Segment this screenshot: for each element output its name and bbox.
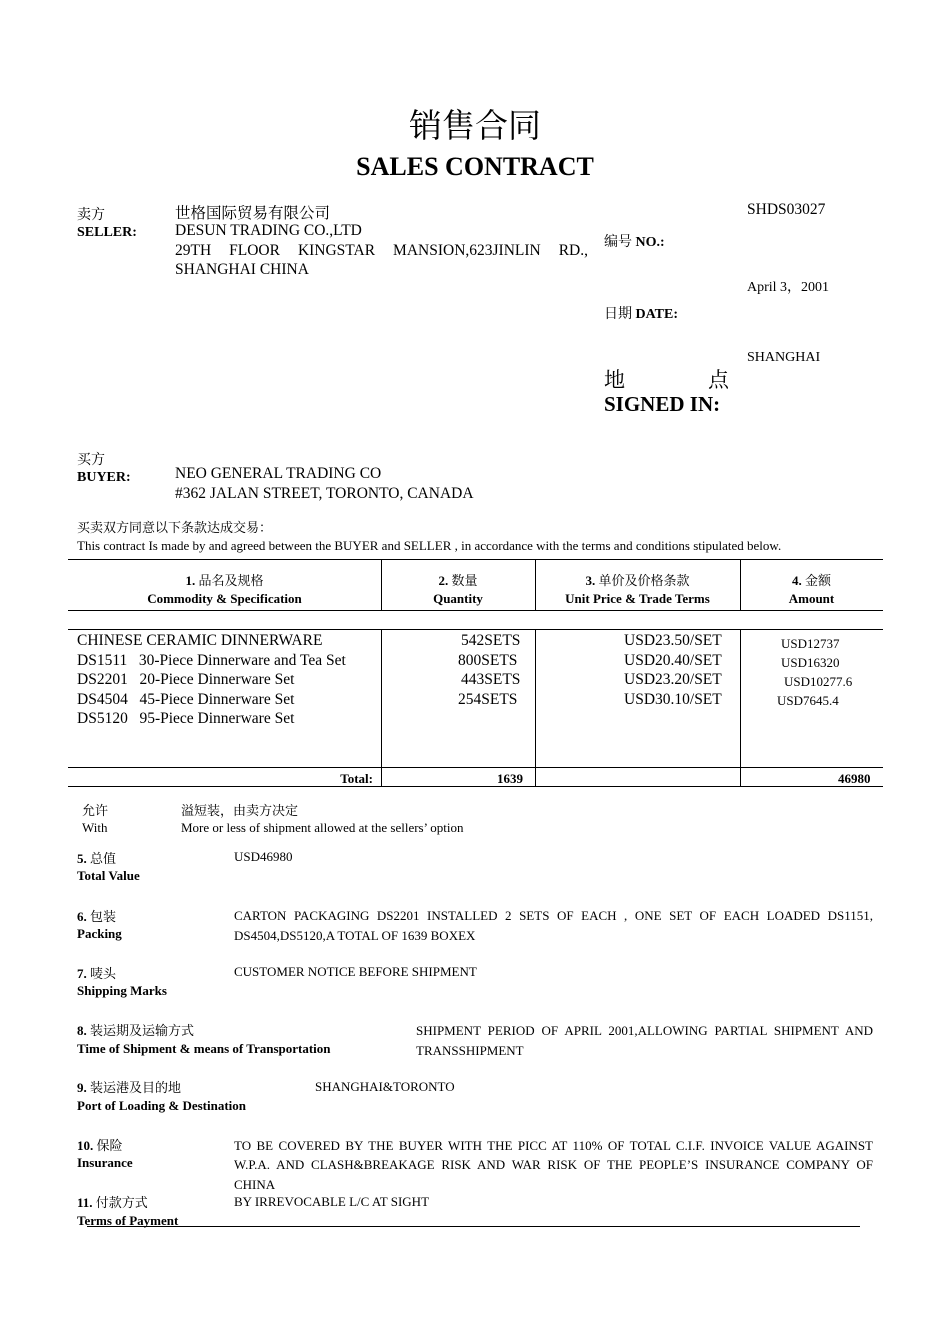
contract-number: SHDS03027 bbox=[747, 201, 826, 218]
table-row bbox=[77, 651, 346, 671]
closing-rule bbox=[87, 1226, 860, 1227]
commodity-code: DS1511 bbox=[77, 651, 128, 669]
signed-label-cn-2: 点 bbox=[708, 368, 729, 392]
commodity-desc: 45-Piece Dinnerware Set bbox=[139, 690, 295, 708]
clause-10-number: 10. bbox=[77, 1138, 94, 1153]
clause-7-number: 7. bbox=[77, 966, 87, 981]
header-quantity-en: Quantity bbox=[433, 591, 483, 606]
quantity-value: 542SETS bbox=[461, 632, 521, 649]
header-price bbox=[535, 570, 740, 589]
quantity-value: 800SETS bbox=[458, 651, 518, 669]
clause-7-value: CUSTOMER NOTICE BEFORE SHIPMENT bbox=[234, 964, 477, 979]
agreement-en: This contract Is made by and agreed between the BUYER and SELLER , in accordance with the terms and conditions stipulated below. bbox=[77, 538, 782, 553]
header-price-cn: 单价及价格条款 bbox=[598, 574, 690, 589]
contract-number-label-cn: 编号 bbox=[604, 234, 632, 250]
signed-label-en: SIGNED IN: bbox=[604, 392, 721, 416]
table-top-border bbox=[68, 559, 883, 560]
clause-6-title-en: Packing bbox=[77, 926, 122, 941]
clause-10-heading bbox=[77, 1135, 123, 1154]
seller-address-line1: 29TH FLOOR KINGSTAR MANSION,623JINLIN RD., bbox=[175, 242, 588, 259]
header-price-en: Unit Price & Trade Terms bbox=[565, 591, 710, 606]
clause-6-value: CARTON PACKAGING DS2201 INSTALLED 2 SETS OF EACH , ONE SET OF EACH LOADED DS1151, DS4504,DS5120,A TOTAL OF 1639 BOXEX bbox=[234, 908, 873, 943]
clause-11-heading bbox=[77, 1192, 148, 1211]
buyer-name: NEO GENERAL TRADING CO bbox=[175, 465, 382, 482]
allowance-text-cn: 溢短装，由卖方决定 bbox=[181, 804, 299, 819]
clause-8-number: 8. bbox=[77, 1023, 87, 1038]
seller-name-cn: 世格国际贸易有限公司 bbox=[175, 204, 331, 222]
total-label: Total: bbox=[340, 771, 373, 786]
clause-7-title-cn: 唛头 bbox=[90, 967, 117, 982]
clause-9-heading bbox=[77, 1077, 181, 1096]
amount-value: USD7645.4 bbox=[777, 693, 839, 708]
total-amount: 46980 bbox=[838, 771, 871, 786]
commodity-title: CHINESE CERAMIC DINNERWARE bbox=[77, 632, 323, 649]
seller-name-en: DESUN TRADING CO.,LTD bbox=[175, 222, 362, 239]
clause-5-number: 5. bbox=[77, 851, 87, 866]
clause-10-title-en: Insurance bbox=[77, 1155, 133, 1170]
quantity-value: 254SETS bbox=[458, 690, 518, 708]
clause-8-value: SHIPMENT PERIOD OF APRIL 2001,ALLOWING PARTIAL SHIPMENT AND TRANSSHIPMENT bbox=[416, 1023, 873, 1058]
table-total-border bbox=[68, 767, 883, 768]
clause-11-value: BY IRREVOCABLE L/C AT SIGHT bbox=[234, 1194, 430, 1209]
header-commodity bbox=[68, 570, 381, 589]
amount-value: USD10277.6 bbox=[784, 674, 853, 689]
header-commodity-en: Commodity & Specification bbox=[147, 591, 302, 606]
seller-address-line2: SHANGHAI CHINA bbox=[175, 261, 309, 278]
header-quantity bbox=[381, 570, 535, 589]
clause-8-title-en: Time of Shipment & means of Transportation bbox=[77, 1041, 331, 1056]
header-amount-cn: 金额 bbox=[804, 574, 831, 589]
table-divider bbox=[740, 629, 741, 786]
clause-6-number: 6. bbox=[77, 909, 87, 924]
signed-place: SHANGHAI bbox=[747, 350, 821, 365]
header-amount bbox=[740, 570, 883, 589]
table-body-top-border bbox=[68, 629, 883, 630]
table-row bbox=[77, 670, 294, 690]
allowance-label-en: With bbox=[82, 820, 108, 835]
contract-number-label-en: NO.: bbox=[635, 235, 665, 250]
table-header-border bbox=[68, 610, 883, 611]
total-quantity: 1639 bbox=[497, 771, 523, 786]
price-value: USD23.50/SET bbox=[624, 632, 722, 649]
amount-value: USD16320 bbox=[781, 655, 840, 670]
clause-6-heading bbox=[77, 906, 116, 925]
clause-5-heading bbox=[77, 848, 116, 867]
header-commodity-num: 1. bbox=[185, 573, 196, 588]
price-value: USD23.20/SET bbox=[624, 671, 722, 688]
clause-11-title-cn: 付款方式 bbox=[95, 1196, 148, 1211]
agreement-cn: 买卖双方同意以下条款达成交易： bbox=[77, 521, 273, 536]
clause-9-title-en: Port of Loading & Destination bbox=[77, 1098, 246, 1113]
seller-label-cn: 卖方 bbox=[77, 207, 105, 223]
clause-5-title-cn: 总值 bbox=[90, 852, 117, 867]
table-divider bbox=[381, 629, 382, 786]
contract-date-label bbox=[604, 303, 678, 323]
clause-7-title-en: Shipping Marks bbox=[77, 983, 167, 998]
clause-5-value: USD46980 bbox=[234, 849, 293, 864]
buyer-label-cn: 买方 bbox=[77, 452, 105, 468]
clause-9-value: SHANGHAI&TORONTO bbox=[315, 1079, 455, 1094]
contract-number-label bbox=[604, 231, 665, 251]
clause-5-title-en: Total Value bbox=[77, 868, 140, 883]
price-value: USD30.10/SET bbox=[624, 690, 722, 708]
header-commodity-cn: 品名及规格 bbox=[198, 574, 264, 589]
commodity-code: DS2201 bbox=[77, 671, 128, 688]
commodity-code: DS4504 bbox=[77, 690, 128, 708]
clause-9-title-cn: 装运港及目的地 bbox=[90, 1081, 182, 1096]
allowance-label-cn: 允许 bbox=[82, 804, 109, 819]
table-row bbox=[77, 709, 294, 729]
commodity-desc: 95-Piece Dinnerware Set bbox=[139, 710, 295, 727]
amount-value: USD12737 bbox=[781, 636, 840, 651]
title-english: SALES CONTRACT bbox=[356, 152, 594, 181]
seller-label-en: SELLER: bbox=[77, 225, 137, 240]
table-row bbox=[77, 690, 294, 710]
clause-11-number: 11. bbox=[77, 1195, 93, 1210]
contract-date-label-en: DATE: bbox=[635, 307, 679, 322]
header-price-num: 3. bbox=[585, 573, 596, 588]
title-chinese: 销售合同 bbox=[409, 106, 541, 145]
table-bottom-border bbox=[68, 786, 883, 787]
clause-10-title-cn: 保险 bbox=[96, 1139, 123, 1154]
price-value: USD20.40/SET bbox=[624, 651, 722, 669]
header-quantity-num: 2. bbox=[438, 573, 449, 588]
clause-8-title-cn: 装运期及运输方式 bbox=[90, 1024, 195, 1039]
clause-11-title-en: Terms of Payment bbox=[77, 1213, 179, 1228]
header-quantity-cn: 数量 bbox=[451, 574, 478, 589]
table-divider bbox=[535, 629, 536, 786]
allowance-text-en: More or less of shipment allowed at the sellers’ option bbox=[181, 820, 464, 835]
clause-9-number: 9. bbox=[77, 1080, 87, 1095]
commodity-desc: 30-Piece Dinnerware and Tea Set bbox=[138, 651, 346, 669]
commodity-desc: 20-Piece Dinnerware Set bbox=[139, 671, 295, 688]
contract-date: April 3，2001 bbox=[747, 280, 830, 295]
header-amount-num: 4. bbox=[791, 573, 802, 588]
clause-10-value: TO BE COVERED BY THE BUYER WITH THE PICC AT 110% OF TOTAL C.I.F. INVOICE VALUE AGAINST W.P.A. AND CLASH&BREAKAGE RISK AND WAR RISK OF THE PEOPLE’S INSURANCE COMPANY OF CHINA bbox=[234, 1138, 873, 1192]
clause-8-heading bbox=[77, 1020, 194, 1039]
buyer-label-en: BUYER: bbox=[77, 470, 131, 485]
quantity-value: 443SETS bbox=[461, 671, 521, 688]
buyer-address: #362 JALAN STREET, TORONTO, CANADA bbox=[175, 485, 474, 502]
contract-date-label-cn: 日期 bbox=[604, 306, 632, 322]
clause-7-heading bbox=[77, 963, 116, 982]
clause-6-title-cn: 包装 bbox=[90, 910, 117, 925]
header-amount-en: Amount bbox=[788, 591, 835, 606]
commodity-code: DS5120 bbox=[77, 710, 128, 727]
signed-label-cn-1: 地 bbox=[604, 368, 625, 392]
